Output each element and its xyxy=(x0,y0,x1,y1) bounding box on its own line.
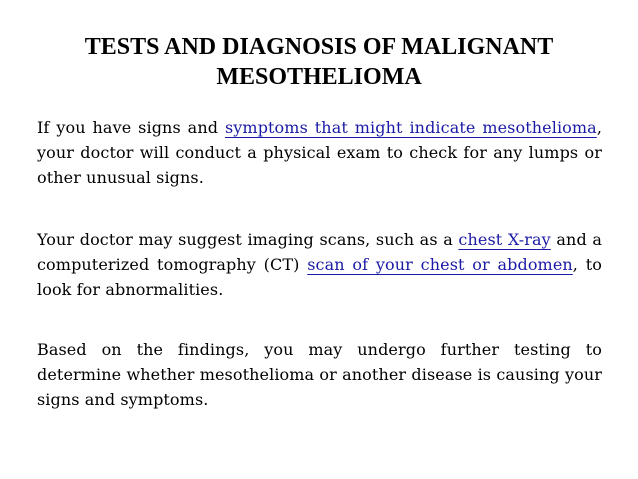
paragraph-imaging xyxy=(37,227,602,302)
title-line-1: TESTS AND DIAGNOSIS OF MALIGNANT xyxy=(84,34,554,60)
paragraph-1-text-before: If you have signs and xyxy=(37,118,225,137)
page-title xyxy=(30,32,608,92)
ct-scan-link[interactable]: scan of your chest or abdomen xyxy=(307,255,573,274)
title-line-2: MESOTHELIOMA xyxy=(216,64,422,90)
paragraph-2-text-1: Your doctor may suggest imaging scans, such as a xyxy=(37,230,459,249)
paragraph-2-text-2: and a computerized tomography (CT) xyxy=(37,230,602,274)
paragraph-2-text-3: , to look for abnormalities. xyxy=(37,255,602,299)
paragraph-3-text: Based on the findings, you may undergo further testing to determine whether mesothelioma or another disease is causing your signs and symptoms. xyxy=(37,340,602,409)
paragraph-symptoms xyxy=(37,115,602,190)
chest-xray-link[interactable]: chest X-ray xyxy=(458,230,551,249)
paragraph-further-testing xyxy=(37,337,602,412)
paragraph-1-text-after: , your doctor will conduct a physical exam to check for any lumps or other unusual signs. xyxy=(37,118,602,187)
symptoms-link[interactable]: symptoms that might indicate mesothelioma xyxy=(224,118,597,137)
